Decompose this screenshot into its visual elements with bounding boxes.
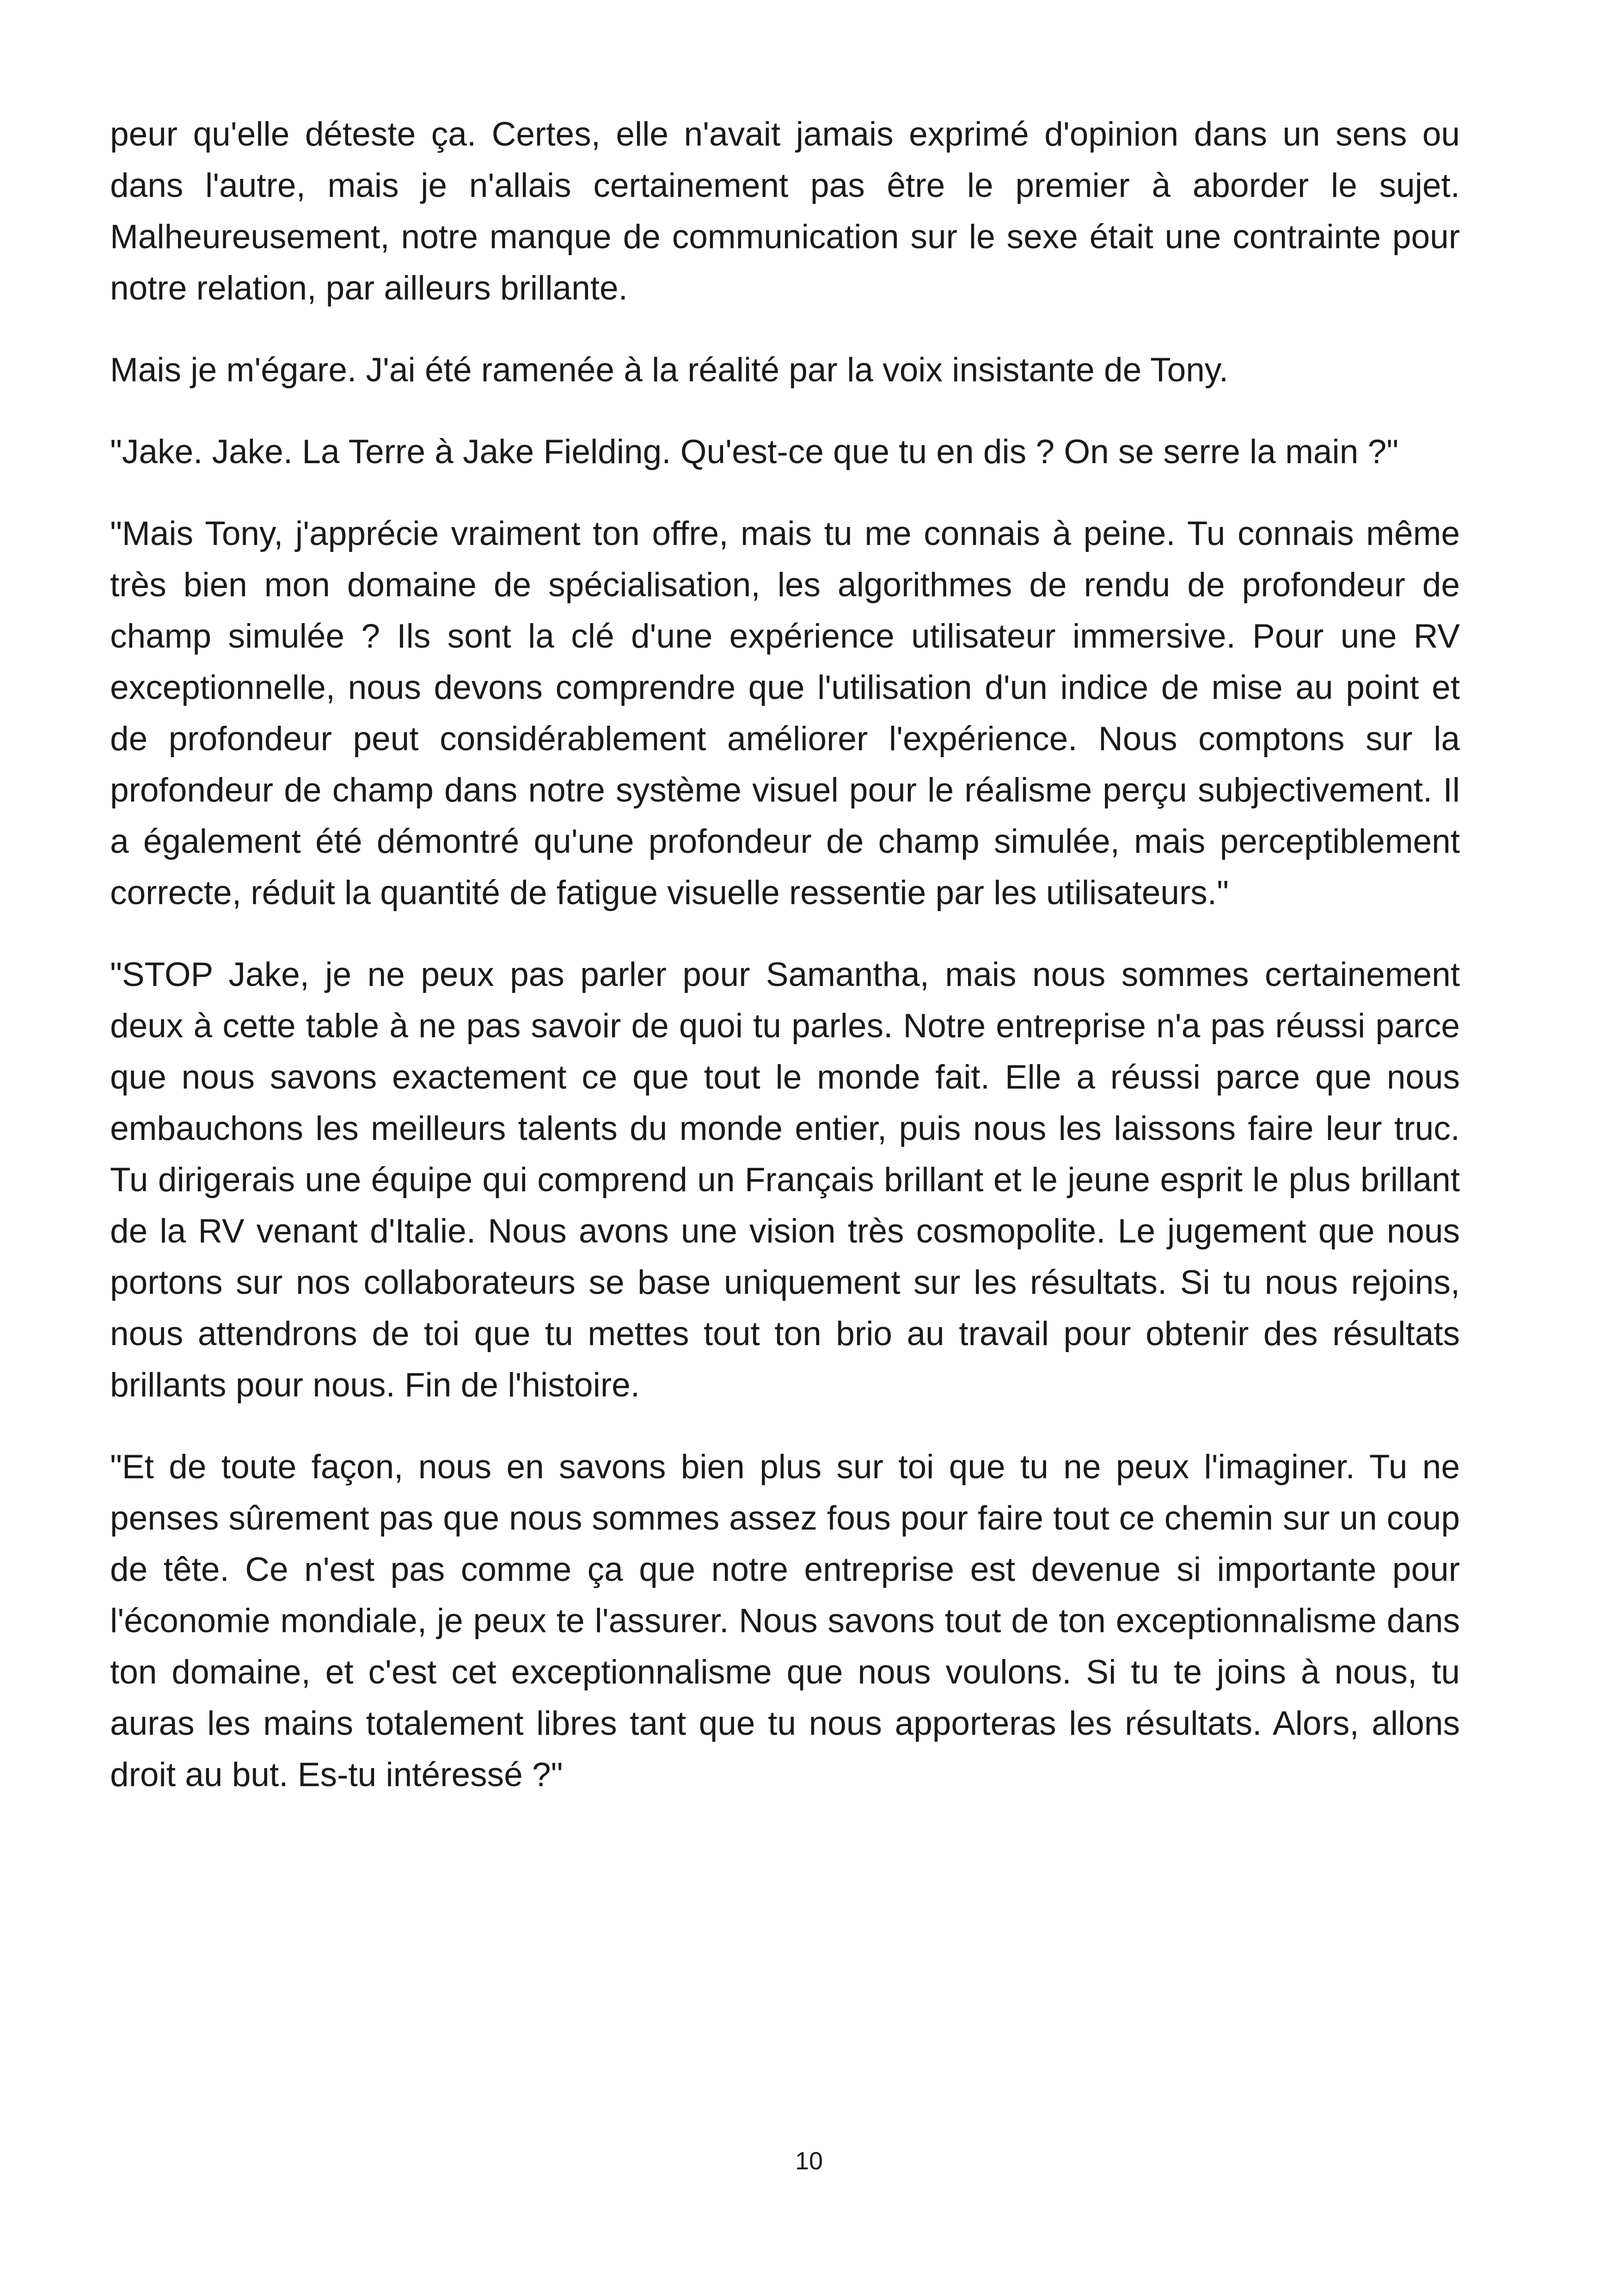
page-number: 10 <box>795 2147 823 2175</box>
paragraph-1: peur qu'elle déteste ça. Certes, elle n'avait jamais exprimé d'opinion dans un sens ou dans l'autre, mais je n'allais certainement pas être le premier à aborder le sujet. Malheureusement, notre manque de communication sur le sexe était une contrainte pour notre relation, par ailleurs brillante. <box>110 116 1460 307</box>
paragraph-3: "Jake. Jake. La Terre à Jake Fielding. Qu'est-ce que tu en dis ? On se serre la main ?" <box>110 433 1399 471</box>
body-text <box>110 109 1460 1831</box>
paragraph-6: "Et de toute façon, nous en savons bien plus sur toi que tu ne peux l'imaginer. Tu ne penses sûrement pas que nous sommes assez fous pour faire tout ce chemin sur un coup de tête. Ce n'est pas comme ça que notre entreprise est devenue si importante pour l'économie mondiale, je peux te l'assurer. Nous savons tout de ton exceptionnalisme dans ton domaine, et c'est cet exceptionnalisme que nous voulons. Si tu te joins à nous, tu auras les mains totalement libres tant que tu nous apporteras les résultats. Alors, allons droit au but. Es-tu intéressé ?" <box>110 1448 1460 1794</box>
paragraph-5: "STOP Jake, je ne peux pas parler pour Samantha, mais nous sommes certainement deux à cette table à ne pas savoir de quoi tu parles. Notre entreprise n'a pas réussi parce que nous savons exactement ce que tout le monde fait. Elle a réussi parce que nous embauchons les meilleurs talents du monde entier, puis nous les laissons faire leur truc. Tu dirigerais une équipe qui comprend un Français brillant et le jeune esprit le plus brillant de la RV venant d'Italie. Nous avons une vision très cosmopolite. Le jugement que nous portons sur nos collaborateurs se base uniquement sur les résultats. Si tu nous rejoins, nous attendrons de toi que tu mettes tout ton brio au travail pour obtenir des résultats brillants pour nous. Fin de l'histoire. <box>110 956 1460 1404</box>
paragraph-4: "Mais Tony, j'apprécie vraiment ton offre, mais tu me connais à peine. Tu connais même très bien mon domaine de spécialisation, les algorithmes de rendu de profondeur de champ simulée ? Ils sont la clé d'une expérience utilisateur immersive. Pour une RV exceptionnelle, nous devons comprendre que l'utilisation d'un indice de mise au point et de profondeur peut considérablement améliorer l'expérience. Nous comptons sur la profondeur de champ dans notre système visuel pour le réalisme perçu subjectivement. Il a également été démontré qu'une profondeur de champ simulée, mais perceptiblement correcte, réduit la quantité de fatigue visuelle ressentie par les utilisateurs." <box>110 515 1460 912</box>
paragraph-2: Mais je m'égare. J'ai été ramenée à la réalité par la voix insistante de Tony. <box>110 351 1229 389</box>
